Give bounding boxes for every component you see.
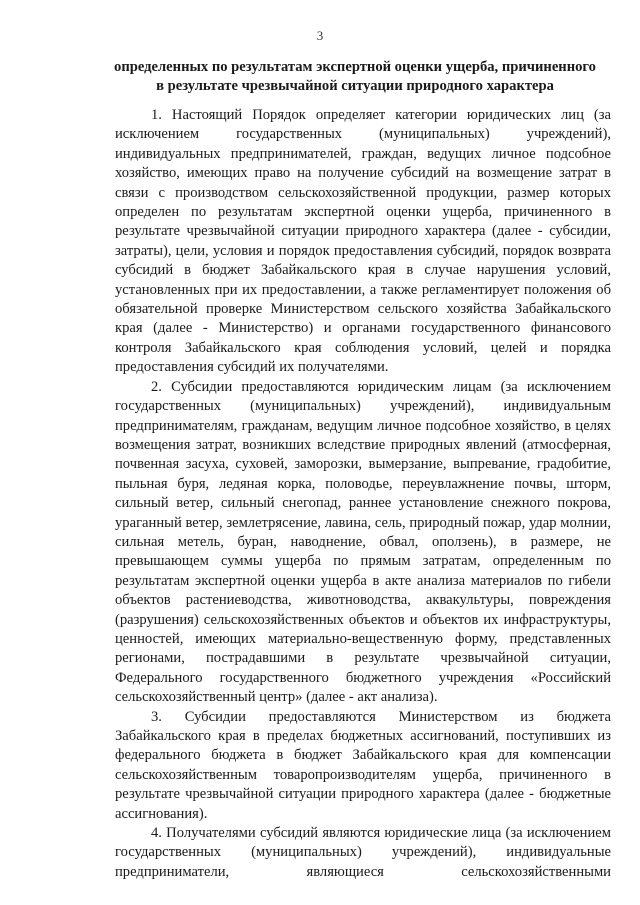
paragraph-1: 1. Настоящий Порядок определяет категории юридических лиц (за исключением государственных (муниципальных) учреждений), индивидуальных предпринимателей, граждан, ведущих личное подсобное хозяйство, имеющих право на получение субсидий на возмещение затрат в связи с производством сельскохозяйственной продукции, размер которых определен по результатам экспертной оценки ущерба, причиненного в результате чрезвычайной ситуации природного характера (далее - субсидии, затраты), цели, условия и порядок предоставления субсидий, порядок возврата субсидий в бюджет Забайкальского края в случае нарушения условий, установленных при их предоставлении, а также регламентирует положения об обязательной проверке Министерством сельского хозяйства Забайкальского края (далее - Министерство) и органами государственного финансового контроля Забайкальского края соблюдения условий, целей и порядка предоставления субсидий их получателями. (115, 107, 611, 376)
document-body (115, 106, 611, 882)
paragraph-3: 3. Субсидии предоставляются Министерством из бюджета Забайкальского края в пределах бюджетных ассигнований, поступивших из федерального бюджета в бюджет Забайкальского края для компенсации сельскохозяйственным товаропроизводителям ущерба, причиненного в результате чрезвычайной ситуации природного характера (далее - бюджетные ассигнования). (115, 708, 611, 822)
heading-line-1: определенных по результатам экспертной оценки ущерба, причиненного (114, 59, 596, 75)
page-number: 3 (316, 28, 324, 43)
paragraph-2: 2. Субсидии предоставляются юридическим лицам (за исключением государственных (муниципальных) учреждений), индивидуальным предпринимателям, гражданам, ведущим личное подсобное хозяйство, в целях возмещения затрат, возникших вследствие природных явлений (атмосферная, почвенная засуха, суховей, заморозки, вымерзание, выпревание, градобитие, пыльная буря, ледяная корка, половодье, переувлажнение почвы, шторм, сильный ветер, сильный снегопад, раннее установление снежного покрова, ураганный ветер, землетрясение, лавина, сель, природный пожар, удар молнии, сильная метель, буран, наводнение, обвал, оползень), в размере, не превышающем суммы ущерба по прямым затратам, определенным по результатам экспертной оценки ущерба в акте анализа материалов по гибели объектов растениеводства, животноводства, аквакультуры, повреждения (разрушения) сельскохозяйственных объектов и объектов их инфраструктуры, ценностей, имеющих материально-вещественную форму, представленных регионами, пострадавшими в результате чрезвычайной ситуации, Федерального государственного бюджетного учреждения «Российский сельскохозяйственный центр» (далее - акт анализа). (115, 378, 611, 706)
heading-line-2: в результате чрезвычайной ситуации природного характера (156, 78, 554, 94)
paragraph-4: 4. Получателями субсидий являются юридические лица (за исключением государственных (муниципальных) учреждений), индивидуальные предприниматели, являющиеся сельскохозяйственными (115, 825, 611, 880)
section-heading (105, 58, 605, 96)
